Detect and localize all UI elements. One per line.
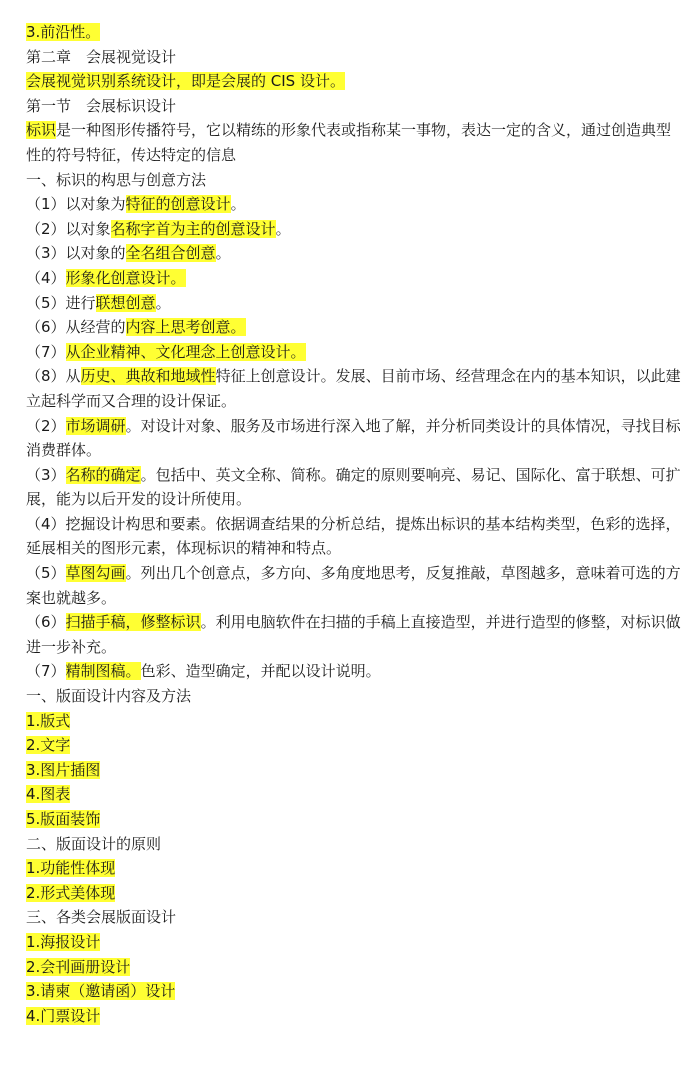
paragraph xyxy=(26,807,686,832)
text-run: 。 xyxy=(155,293,171,312)
text-run: （5）进行 xyxy=(26,293,96,312)
text-run: （3） xyxy=(26,465,66,484)
text-run: 二、版面设计的原则 xyxy=(26,834,162,853)
paragraph xyxy=(26,782,686,807)
paragraph xyxy=(26,709,686,734)
paragraph xyxy=(26,45,686,70)
text-run: 特征上创意设计。发展、目前市场、经营理念在内的基本知识，以此建立起科学而又合理的设计保证。 xyxy=(26,367,681,410)
highlighted-text: 5.版面装饰 xyxy=(26,810,101,828)
text-run: 是一种图形传播符号，它以精练的形象代表或指称某一事物，表达一定的含义，通过创造典型性的符号特征，传达特定的信息 xyxy=(26,121,672,164)
highlighted-text: 形象化创意设计。 xyxy=(65,268,186,287)
paragraph xyxy=(26,315,686,340)
text-run: 三、各类会展版面设计 xyxy=(26,908,177,927)
highlighted-text: 1.功能性体现 xyxy=(26,859,116,878)
paragraph xyxy=(26,192,686,217)
text-run: （6）从经营的 xyxy=(26,318,126,337)
text-run: （1）以对象为 xyxy=(26,195,126,214)
highlighted-text: 名称的确定 xyxy=(65,465,141,484)
highlighted-text: 标识 xyxy=(26,121,57,140)
paragraph xyxy=(26,610,686,659)
text-run: （6） xyxy=(26,613,66,632)
highlighted-text: 内容上思考创意。 xyxy=(125,318,246,337)
paragraph xyxy=(26,881,686,906)
paragraph xyxy=(26,684,686,709)
paragraph xyxy=(26,832,686,857)
text-run: （8）从 xyxy=(26,367,81,386)
paragraph xyxy=(26,733,686,758)
highlighted-text: 名称字首为主的创意设计 xyxy=(110,219,276,238)
highlighted-text: 3.前沿性。 xyxy=(26,23,101,41)
highlighted-text: 扫描手稿，修整标识 xyxy=(65,613,201,632)
text-run: 。 xyxy=(275,219,291,238)
text-run: 。对设计对象、服务及市场进行深入地了解，并分析同类设计的具体情况，寻找目标消费群体。 xyxy=(26,416,681,460)
highlighted-text: 全名组合创意 xyxy=(125,244,216,263)
highlighted-text: 精制图稿。 xyxy=(65,662,141,681)
highlighted-text: 4.门票设计 xyxy=(26,1006,101,1025)
highlighted-text: 历史、典故和地域性 xyxy=(80,367,216,386)
paragraph xyxy=(26,364,686,413)
paragraph xyxy=(26,979,686,1004)
text-run: （7） xyxy=(26,662,66,681)
highlighted-text: 特征的创意设计 xyxy=(125,195,231,214)
paragraph xyxy=(26,266,686,291)
text-run: 一、标识的构思与创意方法 xyxy=(26,170,207,189)
paragraph xyxy=(26,463,686,512)
highlighted-text: 1.版式 xyxy=(26,711,71,730)
paragraph xyxy=(26,20,686,45)
paragraph xyxy=(26,659,686,684)
paragraph xyxy=(26,241,686,266)
highlighted-text: 从企业精神、文化理念上创意设计。 xyxy=(65,342,306,361)
paragraph xyxy=(26,217,686,242)
paragraph xyxy=(26,955,686,980)
text-run: 第一节 会展标识设计 xyxy=(26,96,177,115)
paragraph xyxy=(26,69,686,94)
text-run: （2）以对象 xyxy=(26,219,111,238)
text-run: （7） xyxy=(26,342,66,361)
paragraph xyxy=(26,168,686,193)
text-run: 。包括中、英文全称、简称。确定的原则要响亮、易记、国际化、富于联想、可扩展，能为以后开发的设计所使用。 xyxy=(26,465,681,509)
highlighted-text: 会展视觉识别系统设计，即是会展的 CIS 设计。 xyxy=(26,72,345,91)
highlighted-text: 3.图片插图 xyxy=(26,760,101,779)
paragraph xyxy=(26,340,686,365)
document-body xyxy=(26,20,686,1028)
paragraph xyxy=(26,1004,686,1029)
highlighted-text: 市场调研 xyxy=(65,416,126,435)
paragraph xyxy=(26,414,686,463)
text-run: 色彩、造型确定，并配以设计说明。 xyxy=(140,662,381,681)
paragraph xyxy=(26,856,686,881)
paragraph xyxy=(26,905,686,930)
highlighted-text: 1.海报设计 xyxy=(26,932,101,951)
highlighted-text: 2.形式美体现 xyxy=(26,883,116,902)
text-run: （4） xyxy=(26,268,66,287)
text-run: 。列出几个创意点，多方向、多角度地思考，反复推敲，草图越多，意味着可选的方案也就越多。 xyxy=(26,564,681,607)
text-run: （4）挖掘设计构思和要素。依据调查结果的分析总结，提炼出标识的基本结构类型，色彩的选择，延展相关的图形元素，体现标识的精神和特点。 xyxy=(26,514,681,558)
highlighted-text: 2.文字 xyxy=(26,736,71,755)
highlighted-text: 4.图表 xyxy=(26,785,71,804)
text-run: （3）以对象的 xyxy=(26,244,126,263)
text-run: 。利用电脑软件在扫描的手稿上直接造型，并进行造型的修整，对标识做进一步补充。 xyxy=(26,613,681,656)
highlighted-text: 2.会刊画册设计 xyxy=(26,957,131,976)
paragraph xyxy=(26,561,686,610)
paragraph xyxy=(26,758,686,783)
paragraph xyxy=(26,118,686,167)
highlighted-text: 3.请柬（邀请函）设计 xyxy=(26,982,176,1001)
paragraph xyxy=(26,512,686,561)
text-run: 。 xyxy=(230,195,246,214)
text-run: 。 xyxy=(215,244,231,263)
text-run: 第二章 会展视觉设计 xyxy=(26,47,177,66)
text-run: 一、版面设计内容及方法 xyxy=(26,687,192,706)
paragraph xyxy=(26,930,686,955)
paragraph xyxy=(26,94,686,119)
highlighted-text: 草图勾画 xyxy=(65,564,126,583)
text-run: （2） xyxy=(26,416,66,435)
text-run: （5） xyxy=(26,564,66,583)
highlighted-text: 联想创意 xyxy=(95,293,156,312)
paragraph xyxy=(26,291,686,316)
